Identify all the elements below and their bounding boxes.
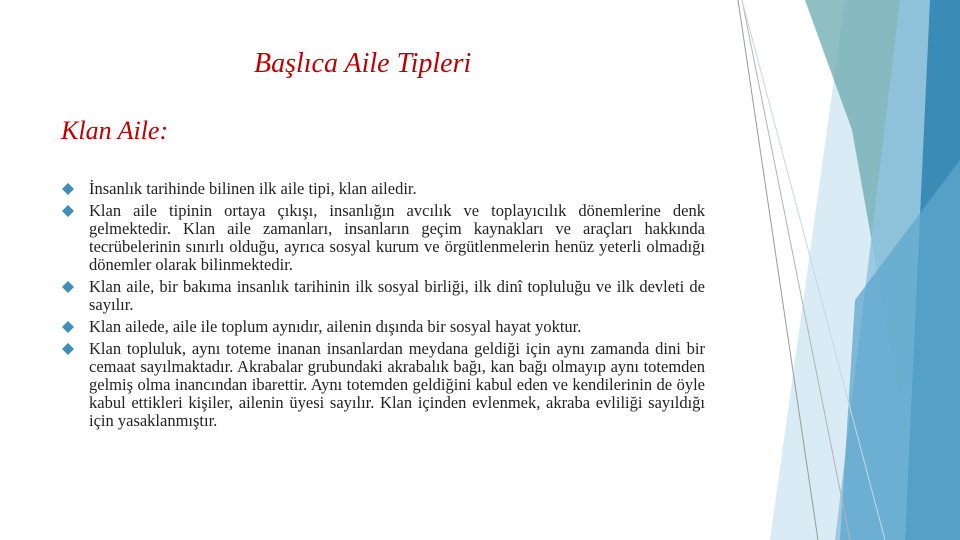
bullet-item (62, 318, 705, 336)
bullet-item (62, 278, 705, 314)
diamond-bullet-icon (62, 281, 74, 293)
bullet-item (62, 202, 705, 273)
bullet-text: Klan ailede, aile ile toplum aynıdır, ailenin dışında bir sosyal hayat yoktur. (89, 317, 582, 337)
diamond-bullet-icon (62, 321, 74, 333)
bullet-text: Klan aile tipinin ortaya çıkışı, insanlığın avcılık ve toplayıcılık dönemlerine denk gelmektedir. Klan aile zamanları, insanların geçim kaynakları ve araçları hakkında tecrübelerinin sınırlı olduğu, ayrıca sosyal kurum ve örgütlenmelerin henüz yeterli olmadığı dönemler olarak bilinmektedir. (89, 201, 705, 274)
slide-title: Başlıca Aile Tipleri (254, 48, 472, 79)
section-heading: Klan Aile: (61, 116, 169, 145)
bullet-text: Klan topluluk, aynı toteme inanan insanlardan meydana geldiği için aynı zamanda dini bir cemaat sayılmaktadır. Akrabalar grubundaki akrabalık bağı, kan bağı olmayıp aynı totemden gelmiş olma inancından ibarettir. Aynı totemden geldiğini kabul eden ve kendilerinin de öyle kabul ettikleri kişiler, ailenin üyesi sayılır. Klan içinden evlenmek, akraba evliliği sayıldığı için yasaklanmıştır. (89, 339, 705, 430)
bullet-text: İnsanlık tarihinde bilinen ilk aile tipi, klan ailedir. (89, 179, 417, 198)
diamond-bullet-icon (62, 343, 74, 355)
diamond-bullet-icon (62, 205, 74, 217)
bullet-list (62, 180, 705, 434)
diamond-bullet-icon (62, 183, 74, 195)
decor-line-1 (738, 0, 818, 540)
bullet-item (62, 340, 705, 429)
bullet-item (62, 180, 705, 198)
bullet-text: Klan aile, bir bakıma insanlık tarihinin ilk sosyal birliği, ilk dinî topluluğu ve ilk devleti de sayılır. (89, 276, 705, 314)
